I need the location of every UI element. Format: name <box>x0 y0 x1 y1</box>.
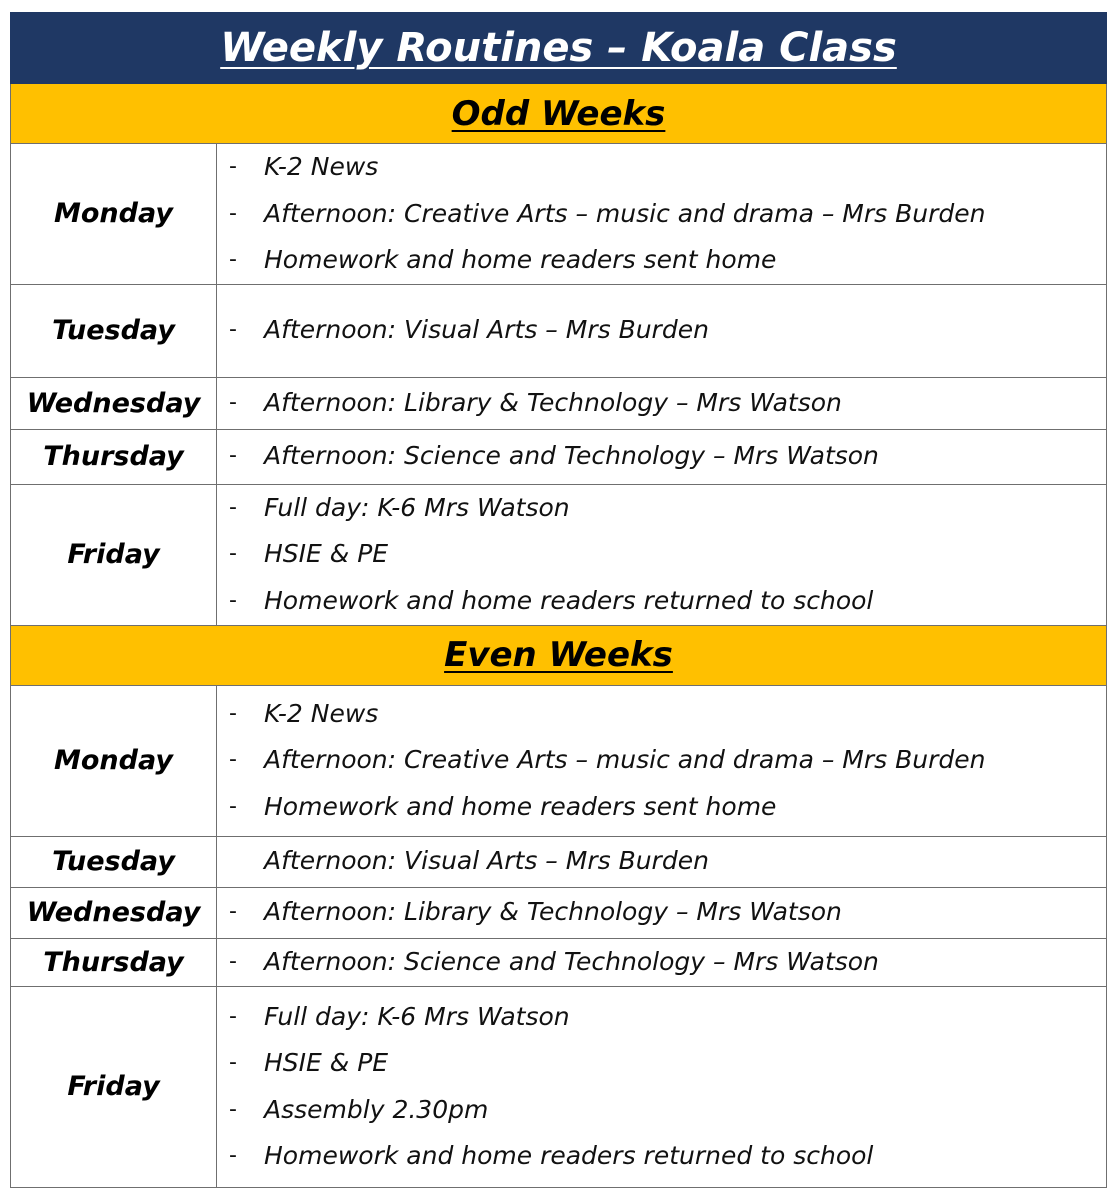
activity-item: - K-2 News <box>217 691 1106 738</box>
activity-item: - K-2 News <box>217 144 1106 191</box>
activities-cell <box>217 887 1107 938</box>
activities-list <box>217 994 1106 1180</box>
section-header-row-odd <box>11 84 1107 144</box>
activities-list <box>217 889 1106 936</box>
activity-item: - Full day: K-6 Mrs Watson <box>217 485 1106 532</box>
page-title: Weekly Routines – Koala Class <box>220 25 897 71</box>
day-cell <box>11 986 217 1187</box>
activity-item: - Full day: K-6 Mrs Watson <box>217 994 1106 1041</box>
activity-item: - Afternoon: Science and Technology – Mrs Watson <box>217 433 1106 480</box>
activity-item: - Afternoon: Science and Technology – Mrs Watson <box>217 939 1106 986</box>
day-cell <box>11 429 217 484</box>
section-heading-odd-weeks: Odd Weeks <box>451 93 666 134</box>
day-cell <box>11 938 217 986</box>
activities-cell <box>217 938 1107 986</box>
activity-item: - Homework and home readers sent home <box>217 784 1106 831</box>
odd-tuesday-row <box>11 284 1107 377</box>
activity-item: - Afternoon: Library & Technology – Mrs Watson <box>217 380 1106 427</box>
section-header-cell <box>11 625 1107 685</box>
day-cell <box>11 284 217 377</box>
day-cell <box>11 377 217 429</box>
activity-item: - Assembly 2.30pm <box>217 1087 1106 1134</box>
odd-monday-row <box>11 144 1107 285</box>
activity-item: - Afternoon: Creative Arts – music and drama – Mrs Burden <box>217 737 1106 784</box>
activities-list <box>217 307 1106 354</box>
activity-item: - Homework and home readers returned to school <box>217 578 1106 625</box>
activities-list <box>217 691 1106 831</box>
day-label-friday: Friday <box>67 539 160 570</box>
day-label-friday: Friday <box>67 1071 160 1102</box>
activities-cell <box>217 986 1107 1187</box>
day-cell <box>11 836 217 887</box>
activities-cell <box>217 836 1107 887</box>
even-monday-row <box>11 685 1107 836</box>
day-cell <box>11 144 217 285</box>
activities-list <box>217 433 1106 480</box>
activity-item: - Afternoon: Creative Arts – music and drama – Mrs Burden <box>217 191 1106 238</box>
day-label-thursday: Thursday <box>43 946 184 978</box>
odd-friday-row <box>11 484 1107 625</box>
day-cell <box>11 685 217 836</box>
day-label-wednesday: Wednesday <box>26 897 201 928</box>
even-thursday-row <box>11 938 1107 986</box>
day-label-monday: Monday <box>54 745 173 776</box>
activities-cell <box>217 429 1107 484</box>
day-label-tuesday: Tuesday <box>52 846 175 877</box>
activities-list <box>217 485 1106 625</box>
title-row <box>11 13 1107 84</box>
activity-item: - Afternoon: Library & Technology – Mrs Watson <box>217 889 1106 936</box>
activity-item: - Afternoon: Visual Arts – Mrs Burden <box>217 307 1106 354</box>
activity-item: - HSIE & PE <box>217 1040 1106 1087</box>
title-cell <box>11 13 1107 84</box>
day-cell <box>11 484 217 625</box>
activities-list <box>217 380 1106 427</box>
activities-list <box>217 144 1106 284</box>
activities-cell <box>217 685 1107 836</box>
activity-item: - Homework and home readers sent home <box>217 237 1106 284</box>
activity-item: Afternoon: Visual Arts – Mrs Burden <box>264 846 709 876</box>
activity-item: - HSIE & PE <box>217 531 1106 578</box>
section-heading-even-weeks: Even Weeks <box>444 635 673 675</box>
activities-cell <box>217 377 1107 429</box>
section-header-row-even <box>11 625 1107 685</box>
day-label-wednesday: Wednesday <box>26 387 201 419</box>
odd-wednesday-row <box>11 377 1107 429</box>
activities-cell <box>217 144 1107 285</box>
day-cell <box>11 887 217 938</box>
even-wednesday-row <box>11 887 1107 938</box>
activity-item: - Homework and home readers returned to school <box>217 1133 1106 1180</box>
activities-list <box>217 939 1106 986</box>
day-label-tuesday: Tuesday <box>52 315 175 346</box>
activities-cell <box>217 484 1107 625</box>
activities-list <box>217 838 1106 885</box>
weekly-routine-table <box>10 12 1107 1188</box>
day-label-thursday: Thursday <box>43 441 184 472</box>
day-label-monday: Monday <box>54 198 173 230</box>
even-tuesday-row <box>11 836 1107 887</box>
activities-cell <box>217 284 1107 377</box>
odd-thursday-row <box>11 429 1107 484</box>
section-header-cell <box>11 84 1107 144</box>
even-friday-row <box>11 986 1107 1187</box>
